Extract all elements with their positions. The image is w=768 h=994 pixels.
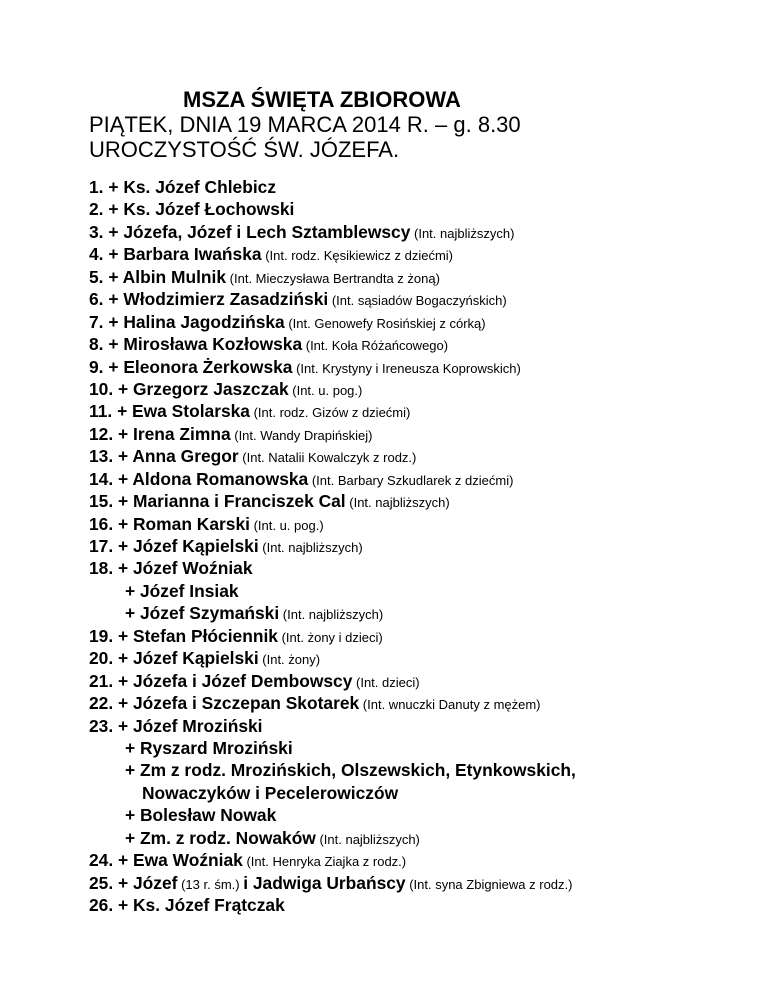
entry-intention: (Int. Wandy Drapińskiej) <box>230 427 373 443</box>
entry-number: 21. <box>89 670 119 691</box>
entry-number: 8. <box>89 334 109 355</box>
entry-name: + Ks. Józef Łochowski <box>108 199 295 220</box>
entry-intention: (Int. Mieczysława Bertrandta z żoną) <box>226 270 440 286</box>
entry-name: + Bolesław Nowak <box>125 805 277 826</box>
entry-intention: (Int. dzieci) <box>352 674 420 690</box>
date-line: PIĄTEK, DNIA 19 MARCA 2014 R. – g. 8.30 <box>89 112 521 137</box>
entry-number: 19. <box>89 625 119 646</box>
list-item <box>89 266 759 288</box>
entry-name: + Marianna i Franciszek Cal <box>118 491 346 512</box>
entry-number: 7. <box>89 311 109 332</box>
entry-number: 12. <box>89 423 119 444</box>
list-item <box>89 311 759 333</box>
entry-number: 24. <box>89 850 119 871</box>
entry-intention: (Int. syna Zbigniewa z rodz.) <box>405 876 573 892</box>
entry-name: + Grzegorz Jaszczak <box>118 378 289 399</box>
list-item <box>89 804 759 826</box>
entry-number: 1. <box>89 177 109 197</box>
entry-intention: (Int. najbliższych) <box>315 831 420 847</box>
entry-intention: (Int. najbliższych) <box>279 607 384 623</box>
entry-number: 15. <box>89 491 119 512</box>
list-item <box>89 221 759 243</box>
entry-name: + Ewa Woźniak <box>118 850 243 871</box>
entry-name: Nowaczyków i Pecelerowiczów <box>142 782 399 803</box>
entry-name: + Józef Mroziński <box>118 715 263 736</box>
entry-name: + Józefa i Józef Dembowscy <box>118 670 353 691</box>
entry-number: 26. <box>89 895 119 915</box>
entry-name: + Józefa i Szczepan Skotarek <box>118 693 360 714</box>
entry-intention: (Int. najbliższych) <box>258 540 363 555</box>
list-item <box>89 378 759 400</box>
list-item <box>89 445 759 467</box>
list-item <box>89 356 759 378</box>
entry-name: + Halina Jagodzińska <box>108 311 285 332</box>
list-item <box>89 333 759 355</box>
list-item <box>89 243 759 265</box>
entry-name: + Barbara Iwańska <box>108 244 262 265</box>
entry-name: + Anna Gregor <box>118 446 239 467</box>
entry-name: + Zm. z rodz. Nowaków <box>125 827 316 848</box>
list-item <box>89 849 759 871</box>
entry-intention: (Int. wnuczki Danuty z mężem) <box>359 697 541 713</box>
entry-number: 11. <box>89 401 118 422</box>
entry-name: + Eleonora Żerkowska <box>108 356 293 377</box>
entry-intention: (Int. Henryka Ziajka z rodz.) <box>242 854 407 870</box>
entry-number: 9. <box>89 356 109 377</box>
list-item <box>89 288 759 310</box>
entry-number: 16. <box>89 513 119 534</box>
entry-name: + Ks. Józef Chlebicz <box>108 177 277 197</box>
list-item <box>89 670 759 692</box>
entry-number: 17. <box>89 536 119 556</box>
entry-name: + Zm z rodz. Mrozińskich, Olszewskich, Etynkowskich, <box>125 760 576 781</box>
entry-number: 2. <box>89 199 109 220</box>
list-item <box>89 715 759 737</box>
intentions-list <box>89 176 759 916</box>
entry-intention: (Int. Krystyny i Ireneusza Koprowskich) <box>292 360 521 376</box>
entry-name: + Józef Insiak <box>125 580 239 601</box>
entry-name: + Włodzimierz Zasadziński <box>108 289 329 310</box>
entry-intention: (Int. Barbary Szkudlarek z dziećmi) <box>308 472 514 488</box>
entry-number: 18. <box>89 558 119 579</box>
list-item <box>89 759 759 781</box>
entry-intention: (Int. sąsiadów Bogaczyńskich) <box>328 293 507 309</box>
entry-number: 20. <box>89 648 119 669</box>
entry-intention: (Int. rodz. Gizów z dziećmi) <box>249 405 411 421</box>
list-item <box>89 894 759 916</box>
page-title: MSZA ŚWIĘTA ZBIOROWA <box>183 87 461 112</box>
list-item <box>89 625 759 647</box>
entry-name: + Irena Zimna <box>118 423 231 444</box>
entry-name: i Jadwiga Urbańscy <box>243 872 406 893</box>
list-item <box>89 468 759 490</box>
entry-name: + Józef <box>118 872 178 893</box>
entry-intention: (Int. u. pog.) <box>288 382 363 398</box>
list-item <box>89 602 759 624</box>
list-item <box>89 580 759 602</box>
feast-line: UROCZYSTOŚĆ ŚW. JÓZEFA. <box>89 137 400 162</box>
entry-name: + Józefa, Józef i Lech Sztamblewscy <box>108 221 411 242</box>
entry-intention: (Int. najbliższych) <box>345 495 450 511</box>
entry-name: + Józef Kąpielski <box>118 648 259 669</box>
entry-number: 23. <box>89 715 119 736</box>
entry-intention: (Int. Koła Różańcowego) <box>302 338 449 354</box>
list-item <box>89 737 759 759</box>
list-item <box>89 490 759 512</box>
entry-name: + Ewa Stolarska <box>117 401 250 422</box>
list-item <box>89 692 759 714</box>
entry-intention: (Int. Genowefy Rosińskiej z córką) <box>284 315 486 331</box>
entry-intention: (Int. u. pog.) <box>249 517 324 533</box>
entry-number: 25. <box>89 872 119 893</box>
entry-intention: (13 r. śm.) <box>177 876 244 892</box>
entry-number: 13. <box>89 446 119 467</box>
list-item <box>89 513 759 535</box>
entry-intention: (Int. Natalii Kowalczyk z rodz.) <box>238 450 417 466</box>
entry-name: + Józef Woźniak <box>118 558 253 579</box>
list-item <box>89 535 759 557</box>
entry-number: 3. <box>89 221 109 242</box>
entry-number: 4. <box>89 244 109 265</box>
list-item <box>89 400 759 422</box>
entry-number: 5. <box>89 266 109 287</box>
list-item <box>89 423 759 445</box>
entry-name: + Albin Mulnik <box>108 266 227 287</box>
entry-number: 14. <box>89 468 119 489</box>
entry-name: + Józef Kąpielski <box>118 536 259 556</box>
entry-name: + Mirosława Kozłowska <box>108 334 303 355</box>
list-item <box>89 827 759 849</box>
list-item <box>89 872 759 894</box>
entry-intention: (Int. najbliższych) <box>410 225 515 241</box>
entry-name: + Ryszard Mroziński <box>125 737 293 758</box>
entry-intention: (Int. żony i dzieci) <box>277 629 383 645</box>
entry-name: + Stefan Płóciennik <box>118 625 278 646</box>
entry-name: + Roman Karski <box>118 513 250 534</box>
entry-name: + Józef Szymański <box>125 603 280 624</box>
entry-intention: (Int. rodz. Kęsikiewicz z dziećmi) <box>261 248 454 264</box>
entry-intention: (Int. żony) <box>258 652 321 668</box>
entry-name: + Ks. Józef Frątczak <box>118 895 285 915</box>
entry-number: 6. <box>89 289 109 310</box>
entry-number: 10. <box>89 378 119 399</box>
list-item <box>89 647 759 669</box>
list-item <box>89 198 759 220</box>
entry-number: 22. <box>89 693 119 714</box>
list-item <box>89 176 759 198</box>
list-item <box>89 782 759 804</box>
entry-name: + Aldona Romanowska <box>118 468 309 489</box>
list-item <box>89 557 759 579</box>
